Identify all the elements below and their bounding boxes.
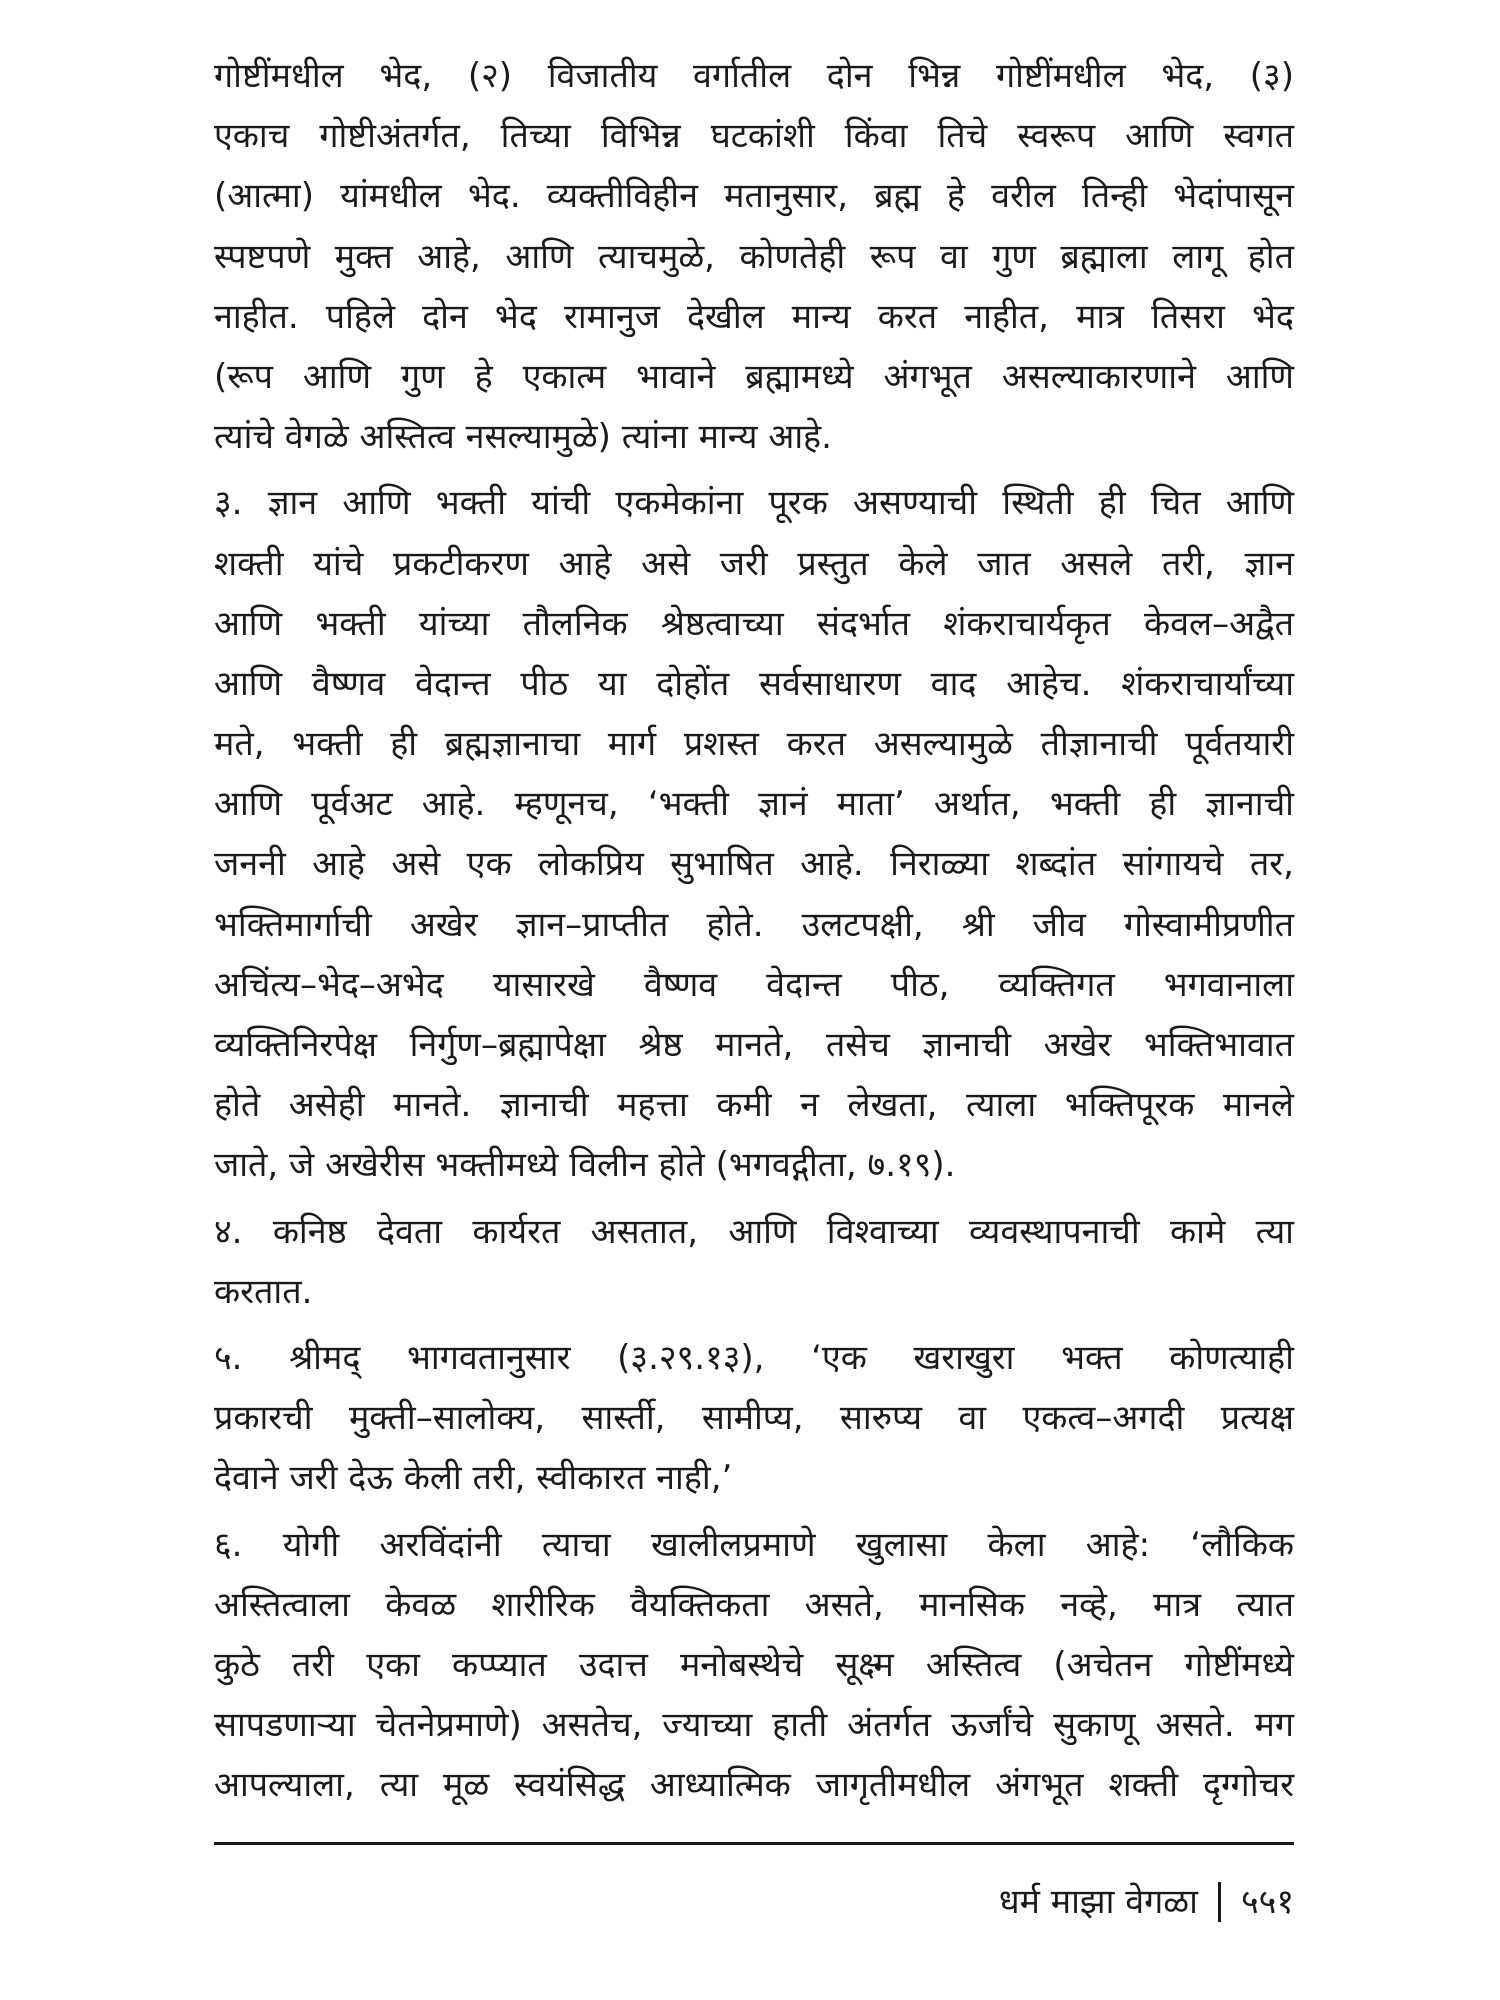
text-line: अचिंत्य–भेद–अभेद यासारखे वैष्णव वेदान्त पीठ, व्यक्तिगत भगवानाला xyxy=(214,964,1294,1005)
page-number: ५५१ xyxy=(1240,1882,1294,1922)
text-line: जननी आहे असे एक लोकप्रिय सुभाषित आहे. निराळ्या शब्दांत सांगायचे तर, xyxy=(214,844,1294,885)
body-text xyxy=(214,46,1294,1821)
text-line: (आत्मा) यांमधील भेद. व्यक्तीविहीन मतानुसार, ब्रह्म हे वरील तिन्ही भेदांपासून xyxy=(214,176,1294,217)
paragraph-continuation xyxy=(214,46,1294,467)
book-title: धर्म माझा वेगळा xyxy=(998,1882,1198,1922)
text-line: आणि वैष्णव वेदान्त पीठ या दोहोंत सर्वसाधारण वाद आहेच. शंकराचार्यांच्या xyxy=(214,663,1294,704)
text-line: ३. ज्ञान आणि भक्ती यांची एकमेकांना पूरक असण्याची स्थिती ही चित आणि xyxy=(214,483,1294,524)
text-line: होते असेही मानते. ज्ञानाची महत्ता कमी न लेखता, त्याला भक्तिपूरक मानले xyxy=(214,1085,1294,1126)
text-line: आपल्याला, त्या मूळ स्वयंसिद्ध आध्यात्मिक जागृतीमधील अंगभूत शक्ती दृग्गोचर xyxy=(214,1765,1294,1806)
note-4 xyxy=(214,1202,1294,1322)
text-line: कुठे तरी एका कप्प्यात उदात्त मनोबस्थेचे सूक्ष्म अस्तित्व (अचेतन गोष्टींमध्ये xyxy=(214,1644,1294,1685)
note-5 xyxy=(214,1328,1294,1509)
text-line: मते, भक्ती ही ब्रह्मज्ञानाचा मार्ग प्रशस्त करत असल्यामुळे तीज्ञानाची पूर्वतयारी xyxy=(214,724,1294,765)
text-line: देवाने जरी देऊ केली तरी, स्वीकारत नाही,’ xyxy=(214,1458,733,1499)
text-line: स्पष्टपणे मुक्त आहे, आणि त्याचमुळे, कोणतेही रूप वा गुण ब्रह्माला लागू होत xyxy=(214,236,1294,277)
text-line: अस्तित्वाला केवळ शारीरिक वैयक्तिकता असते, मानसिक नव्हे, मात्र त्यात xyxy=(214,1584,1294,1625)
text-line: ६. योगी अरविंदांनी त्याचा खालीलप्रमाणे खुलासा केला आहे: ‘लौकिक xyxy=(214,1524,1294,1565)
text-line: आणि भक्ती यांच्या तौलनिक श्रेष्ठत्वाच्या संदर्भात शंकराचार्यकृत केवल–अद्वैत xyxy=(214,603,1294,644)
text-line: नाहीत. पहिले दोन भेद रामानुज देखील मान्य करत नाहीत, मात्र तिसरा भेद xyxy=(214,296,1294,337)
text-line: प्रकारची मुक्ती–सालोक्य, सार्स्ती, सामीप्य, सारुप्य वा एकत्व–अगदी प्रत्यक्ष xyxy=(214,1398,1294,1439)
text-line: शक्ती यांचे प्रकटीकरण आहे असे जरी प्रस्तुत केले जात असले तरी, ज्ञान xyxy=(214,543,1294,584)
text-line: व्यक्तिनिरपेक्ष निर्गुण–ब्रह्मापेक्षा श्रेष्ठ मानते, तसेच ज्ञानाची अखेर भक्तिभावात xyxy=(214,1025,1294,1065)
text-line: जाते, जे अखेरीस भक्तीमध्ये विलीन होते (भगवद्गीता, ७.१९). xyxy=(214,1145,956,1186)
text-line: एकाच गोष्टीअंतर्गत, तिच्या विभिन्न घटकांशी किंवा तिचे स्वरूप आणि स्वगत xyxy=(214,116,1294,157)
text-line: गोष्टींमधील भेद, (२) विजातीय वर्गातील दोन भिन्न गोष्टींमधील भेद, (३) xyxy=(214,56,1294,96)
text-line: भक्तिमार्गाची अखेर ज्ञान–प्राप्तीत होते. उलटपक्षी, श्री जीव गोस्वामीप्रणीत xyxy=(214,904,1294,945)
note-3 xyxy=(214,473,1294,1195)
text-line: त्यांचे वेगळे अस्तित्व नसल्यामुळे) त्यांना मान्य आहे. xyxy=(214,417,832,458)
footer-separator xyxy=(1218,1882,1221,1922)
footer-divider xyxy=(214,1842,1294,1845)
text-line: (रूप आणि गुण हे एकात्म भावाने ब्रह्मामध्ये अंगभूत असल्याकारणाने आणि xyxy=(214,356,1294,397)
text-line: ५. श्रीमद् भागवतानुसार (३.२९.१३), ‘एक खराखुरा भक्त कोणत्याही xyxy=(214,1337,1294,1378)
note-6 xyxy=(214,1515,1294,1816)
text-line: करतात. xyxy=(214,1271,313,1312)
text-line: सापडणाऱ्या चेतनेप्रमाणे) असतेच, ज्याच्या हाती अंतर्गत ऊर्जांचे सुकाणू असते. मग xyxy=(214,1705,1294,1746)
text-line: ४. कनिष्ठ देवता कार्यरत असतात, आणि विश्वाच्या व्यवस्थापनाची कामे त्या xyxy=(214,1211,1294,1252)
text-line: आणि पूर्वअट आहे. म्हणूनच, ‘भक्ती ज्ञानं माता’ अर्थात, भक्ती ही ज्ञानाची xyxy=(214,784,1294,825)
page-footer xyxy=(999,1880,1294,1924)
